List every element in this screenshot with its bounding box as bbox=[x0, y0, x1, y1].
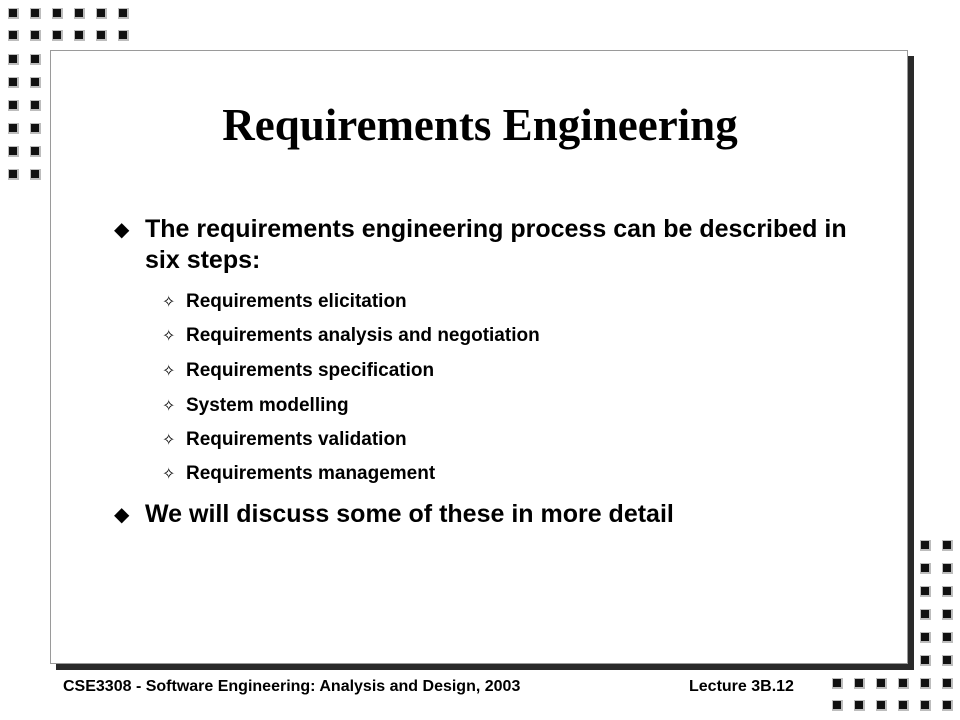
checker-tile bbox=[832, 700, 843, 711]
step-item-5 bbox=[162, 428, 407, 452]
four-point-star-bullet-icon: ✧ bbox=[162, 326, 176, 345]
checker-tile bbox=[30, 77, 41, 88]
checker-tile bbox=[832, 678, 843, 689]
checker-tile bbox=[942, 540, 953, 551]
checker-tile bbox=[8, 77, 19, 88]
checker-tile bbox=[854, 700, 865, 711]
main-bullet-1-text: The requirements engineering process can be described in six steps: bbox=[145, 215, 847, 274]
checker-tile bbox=[942, 700, 953, 711]
step-item-4-text: System modelling bbox=[186, 395, 349, 416]
checker-tile bbox=[30, 30, 41, 41]
four-point-star-bullet-icon: ✧ bbox=[162, 292, 176, 311]
step-item-3-text: Requirements specification bbox=[186, 360, 435, 381]
checker-tile bbox=[96, 8, 107, 19]
four-point-star-bullet-icon: ✧ bbox=[162, 464, 176, 483]
footer-lecture: Lecture 3B.12 bbox=[689, 678, 794, 695]
main-bullet-2-text: We will discuss some of these in more detail bbox=[145, 500, 674, 528]
checker-tile bbox=[52, 8, 63, 19]
checker-tile bbox=[920, 609, 931, 620]
checker-tile bbox=[8, 30, 19, 41]
checker-tile bbox=[920, 563, 931, 574]
checker-tile bbox=[942, 632, 953, 643]
checker-tile bbox=[96, 30, 107, 41]
filled-diamond-bullet-icon: ◆ bbox=[114, 502, 130, 526]
step-item-6-text: Requirements management bbox=[186, 463, 436, 484]
checker-tile bbox=[920, 678, 931, 689]
checker-tile bbox=[942, 655, 953, 666]
checker-tile bbox=[74, 30, 85, 41]
checker-tile bbox=[942, 563, 953, 574]
checker-tile bbox=[942, 609, 953, 620]
four-point-star-bullet-icon: ✧ bbox=[162, 396, 176, 415]
step-item-2 bbox=[162, 324, 540, 348]
step-item-1-text: Requirements elicitation bbox=[186, 291, 407, 312]
checker-tile bbox=[30, 169, 41, 180]
checker-tile bbox=[898, 700, 909, 711]
step-item-6 bbox=[162, 462, 435, 486]
checker-tile bbox=[942, 586, 953, 597]
four-point-star-bullet-icon: ✧ bbox=[162, 361, 176, 380]
checker-tile bbox=[118, 30, 129, 41]
checker-tile bbox=[920, 540, 931, 551]
footer-course: CSE3308 - Software Engineering: Analysis and Design, 2003 bbox=[63, 678, 521, 695]
checker-tile bbox=[30, 54, 41, 65]
step-item-5-text: Requirements validation bbox=[186, 429, 407, 450]
checker-tile bbox=[8, 54, 19, 65]
four-point-star-bullet-icon: ✧ bbox=[162, 430, 176, 449]
step-item-1 bbox=[162, 290, 407, 314]
filled-diamond-bullet-icon: ◆ bbox=[114, 217, 130, 241]
checker-tile bbox=[8, 8, 19, 19]
main-bullet-1 bbox=[114, 214, 854, 276]
checker-tile bbox=[942, 678, 953, 689]
checker-tile bbox=[920, 700, 931, 711]
step-item-4 bbox=[162, 394, 349, 418]
checker-tile bbox=[876, 700, 887, 711]
slide-title: Requirements Engineering bbox=[222, 100, 738, 150]
checker-tile bbox=[8, 169, 19, 180]
checker-tile bbox=[118, 8, 129, 19]
step-item-2-text: Requirements analysis and negotiation bbox=[186, 325, 540, 346]
checker-tile bbox=[920, 655, 931, 666]
main-bullet-2 bbox=[114, 499, 854, 530]
step-item-3 bbox=[162, 359, 434, 383]
checker-tile bbox=[52, 30, 63, 41]
checker-tile bbox=[854, 678, 865, 689]
checker-tile bbox=[876, 678, 887, 689]
checker-tile bbox=[920, 586, 931, 597]
checker-tile bbox=[74, 8, 85, 19]
checker-tile bbox=[30, 8, 41, 19]
checker-tile bbox=[898, 678, 909, 689]
checker-tile bbox=[920, 632, 931, 643]
